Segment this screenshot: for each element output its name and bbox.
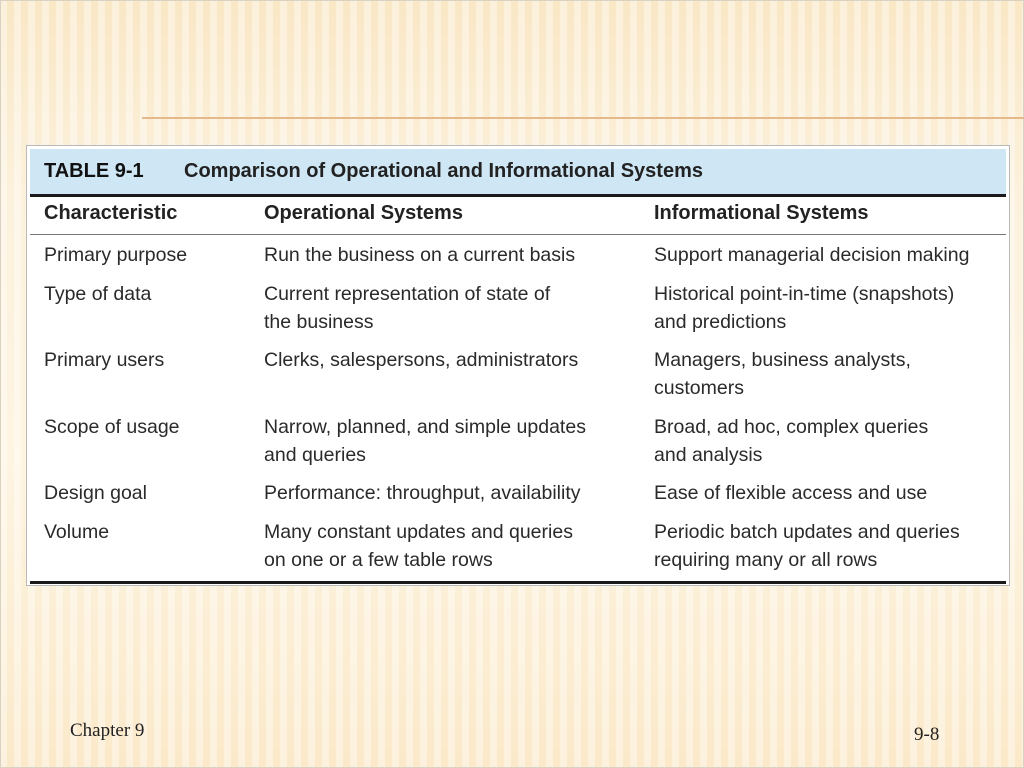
cell-informational-line2: and analysis: [654, 444, 763, 466]
header-rule: [142, 117, 1024, 119]
cell-informational: Periodic batch updates and queries: [654, 521, 960, 543]
column-header-informational: Informational Systems: [654, 202, 869, 224]
cell-informational: Ease of flexible access and use: [654, 482, 928, 504]
column-header-operational: Operational Systems: [264, 202, 463, 224]
cell-informational: Historical point-in-time (snapshots): [654, 283, 955, 305]
cell-characteristic: Primary purpose: [44, 244, 188, 266]
cell-characteristic: Design goal: [44, 482, 147, 504]
cell-operational-line2: on one or a few table rows: [264, 549, 493, 571]
table-header-rule: [30, 234, 1006, 235]
cell-informational-line2: requiring many or all rows: [654, 549, 878, 571]
cell-operational-line2: the business: [264, 311, 374, 333]
table-title: Comparison of Operational and Informational Systems: [184, 160, 703, 182]
cell-informational-line2: and predictions: [654, 311, 787, 333]
cell-characteristic: Volume: [44, 521, 110, 543]
table-number: TABLE 9-1: [44, 160, 144, 182]
cell-characteristic: Scope of usage: [44, 416, 180, 438]
cell-operational: Run the business on a current basis: [264, 244, 576, 266]
cell-operational: Narrow, planned, and simple updates: [264, 416, 586, 438]
cell-operational-line2: and queries: [264, 444, 366, 466]
cell-operational: Performance: throughput, availability: [264, 482, 581, 504]
cell-informational-line2: customers: [654, 377, 744, 399]
cell-operational: Many constant updates and queries: [264, 521, 573, 543]
table-bottom-rule: [30, 581, 1006, 584]
chapter-label: Chapter 9: [70, 720, 145, 741]
page-number: 9-8: [914, 724, 940, 745]
cell-characteristic: Type of data: [44, 283, 152, 305]
cell-informational: Managers, business analysts,: [654, 349, 911, 371]
column-header-characteristic: Characteristic: [44, 202, 178, 224]
cell-operational: Clerks, salespersons, administrators: [264, 349, 579, 371]
cell-informational: Support managerial decision making: [654, 244, 970, 266]
table-top-rule: [30, 194, 1006, 197]
cell-informational: Broad, ad hoc, complex queries: [654, 416, 929, 438]
cell-operational: Current representation of state of: [264, 283, 551, 305]
cell-characteristic: Primary users: [44, 349, 165, 371]
comparison-table: [26, 145, 1010, 586]
table-banner: [30, 149, 1006, 194]
